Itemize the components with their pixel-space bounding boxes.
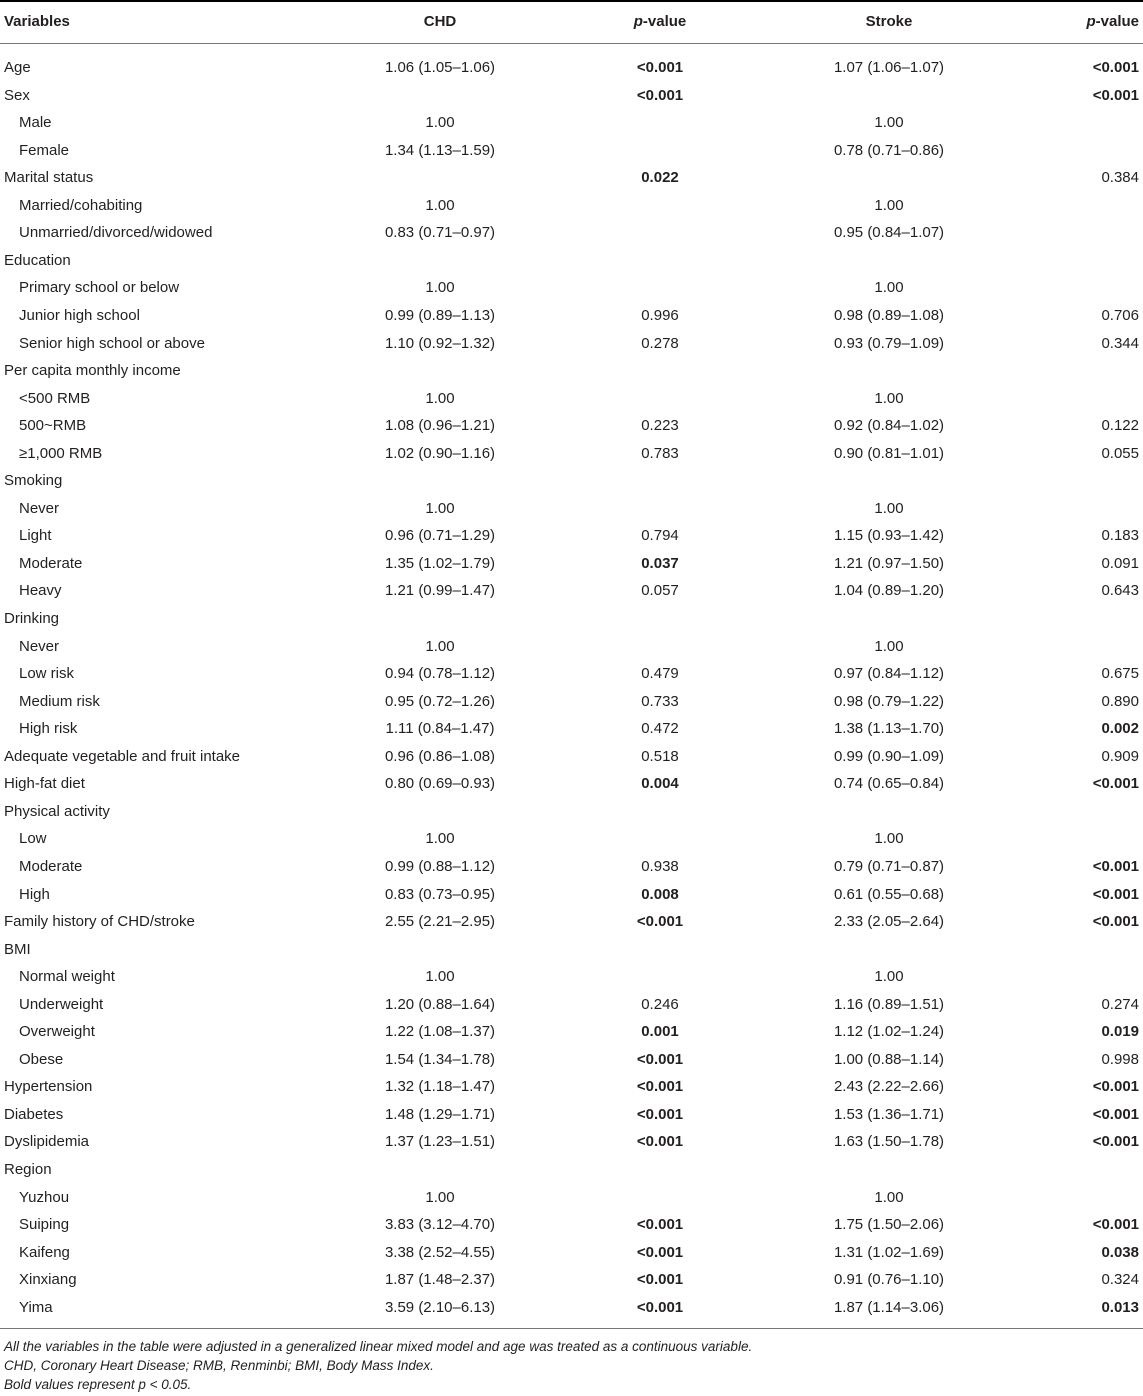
row-stroke-p-value: 0.890 [1101,692,1139,710]
row-chd-or: 1.11 (0.84–1.47) [385,720,495,738]
row-stroke-or: 1.87 (1.14–3.06) [833,1298,945,1316]
row-variable-label: Married/cohabiting [19,196,143,214]
row-variable-label: Yuzhou [19,1188,70,1206]
row-chd-p-value: 0.008 [641,885,679,903]
table-row [0,991,1143,1019]
table-footnotes [4,1337,752,1394]
row-stroke-p-value: 0.384 [1101,169,1139,187]
table-row [0,577,1143,605]
row-stroke-or: 1.75 (1.50–2.06) [833,1216,945,1234]
row-chd-or: 1.87 (1.48–2.37) [384,1271,496,1289]
table-row [0,385,1143,413]
row-chd-or: 3.59 (2.10–6.13) [384,1298,496,1316]
row-stroke-or: 1.00 (0.88–1.14) [833,1050,945,1068]
row-stroke-p-value: 0.909 [1101,747,1139,765]
row-variable-label: Male [19,114,52,132]
row-chd-or: 1.35 (1.02–1.79) [384,554,496,572]
row-stroke-p-value: 0.998 [1101,1050,1139,1068]
row-variable-label: Yima [19,1298,53,1316]
row-chd-p-value: <0.001 [636,1243,684,1261]
row-variable-label: Per capita monthly income [4,362,181,380]
header-stroke: Stroke [865,13,913,30]
table-row [0,550,1143,578]
table-row [0,908,1143,936]
row-variable-label: Region [4,1161,52,1178]
row-chd-or: 0.96 (0.71–1.29) [384,527,496,545]
row-chd-p-value: 0.938 [641,857,679,875]
row-stroke-p-value: <0.001 [1092,857,1139,875]
row-stroke-p-value: <0.001 [1092,775,1139,793]
row-chd-or: 1.00 [425,499,455,517]
row-stroke-or: 1.00 [874,1188,904,1206]
row-chd-p-value: 0.733 [641,692,679,710]
row-variable-label: Moderate [19,857,83,875]
row-variable-label: Medium risk [19,692,100,710]
table-row [0,1184,1143,1212]
table-row [0,137,1143,165]
row-stroke-or: 1.00 [874,499,904,517]
row-stroke-or: 0.78 (0.71–0.86) [833,141,945,159]
row-chd-or: 1.10 (0.92–1.32) [384,334,496,352]
table-row [0,770,1143,798]
table-row [0,1018,1143,1046]
row-stroke-or: 1.38 (1.13–1.70) [833,720,945,738]
row-chd-p-value: <0.001 [636,1050,684,1068]
row-variable-label: Hypertension [4,1078,93,1096]
row-variable-label: High risk [19,720,78,738]
row-stroke-p-value: <0.001 [1092,1105,1139,1123]
table-row [0,1128,1143,1156]
row-chd-or: 1.32 (1.18–1.47) [384,1078,496,1096]
row-variable-label: Suiping [19,1216,70,1234]
table-row [0,1156,1143,1184]
table-row [0,881,1143,909]
row-chd-or: 1.00 [425,830,455,848]
row-stroke-or: 0.74 (0.65–0.84) [833,775,945,793]
table-row [0,963,1143,991]
row-variable-label: Unmarried/divorced/widowed [19,224,213,242]
table-row [0,440,1143,468]
row-chd-or: 0.99 (0.89–1.13) [384,306,496,324]
row-variable-label: Junior high school [19,306,140,324]
row-stroke-or: 0.90 (0.81–1.01) [833,444,945,462]
table-row [0,1046,1143,1074]
row-variable-label: Underweight [19,995,104,1013]
row-chd-or: 3.38 (2.52–4.55) [384,1243,496,1261]
row-variable-label: Diabetes [4,1105,64,1123]
row-variable-label: High-fat diet [4,775,85,793]
row-variable-label: Age [4,59,31,76]
row-stroke-or: 1.53 (1.36–1.71) [833,1105,945,1123]
table-row [0,302,1143,330]
row-variable-label: Senior high school or above [19,334,205,352]
row-variable-label: Physical activity [4,802,110,820]
row-chd-p-value: 0.996 [641,306,679,324]
table-bottom-rule [0,1328,1143,1329]
table-row [0,1211,1143,1239]
row-chd-or: 0.95 (0.72–1.26) [384,692,496,710]
row-stroke-or: 1.00 [874,196,904,214]
row-variable-label: Sex [4,86,30,104]
row-stroke-or: 0.98 (0.79–1.22) [833,692,945,710]
row-chd-p-value: <0.001 [636,913,684,931]
row-chd-or: 0.83 (0.73–0.95) [384,885,496,903]
row-chd-or: 0.83 (0.71–0.97) [384,224,496,242]
row-chd-p-value: 0.794 [641,527,679,545]
row-chd-p-value: 0.472 [641,720,679,738]
row-variable-label: Adequate vegetable and fruit intake [4,747,241,765]
row-chd-p-value: 0.022 [641,169,679,187]
row-stroke-p-value: 0.675 [1101,665,1139,683]
footnote-adjustment: All the variables in the table were adjusted in a generalized linear mixed model and age was treated as a continuous variable. [4,1339,753,1354]
row-variable-label: 500~RMB [19,417,87,435]
row-chd-or: 1.00 [425,279,455,297]
table-row [0,522,1143,550]
table-row [0,192,1143,220]
row-stroke-or: 1.00 [874,114,904,132]
row-stroke-p-value: <0.001 [1092,1133,1139,1151]
row-stroke-p-value: 0.019 [1101,1023,1139,1041]
row-chd-or: 1.22 (1.08–1.37) [384,1023,496,1041]
row-chd-p-value: <0.001 [636,1105,684,1123]
table-row [0,109,1143,137]
row-stroke-or: 0.93 (0.79–1.09) [833,334,945,352]
row-stroke-or: 2.43 (2.22–2.66) [833,1078,945,1096]
row-variable-label: Light [19,527,52,545]
row-variable-label: Never [19,499,60,517]
header-rule [0,43,1143,44]
table-row [0,660,1143,688]
row-stroke-p-value: <0.001 [1092,913,1139,931]
row-stroke-or: 1.00 [874,968,904,986]
table-row [0,605,1143,633]
row-stroke-or: 0.79 (0.71–0.87) [833,857,945,875]
row-stroke-p-value: 0.706 [1101,306,1139,324]
row-stroke-or: 0.61 (0.55–0.68) [833,885,945,903]
row-stroke-or: 1.00 [874,830,904,848]
row-chd-p-value: 0.246 [641,995,679,1013]
row-variable-label: Low risk [19,665,75,683]
row-chd-or: 0.80 (0.69–0.93) [384,775,496,793]
row-stroke-p-value: 0.274 [1101,995,1139,1013]
row-stroke-p-value: <0.001 [1092,59,1139,76]
row-stroke-p-value: <0.001 [1092,1216,1139,1234]
header-variables: Variables [4,13,70,30]
row-stroke-p-value: <0.001 [1092,86,1139,104]
row-stroke-or: 0.97 (0.84–1.12) [833,665,945,683]
row-chd-or: 1.02 (0.90–1.16) [384,444,496,462]
row-chd-or: 0.99 (0.88–1.12) [384,857,496,875]
row-stroke-p-value: <0.001 [1092,1078,1139,1096]
row-stroke-p-value: 0.344 [1101,334,1139,352]
row-chd-or: 1.00 [425,1188,455,1206]
table-row [0,1073,1143,1101]
row-stroke-p-value: 0.013 [1101,1298,1139,1316]
row-stroke-or: 1.00 [874,389,904,407]
row-variable-label: Normal weight [19,968,115,986]
table-row [0,54,1143,82]
row-chd-p-value: 0.223 [641,417,679,435]
row-stroke-p-value: 0.324 [1101,1271,1139,1289]
row-stroke-or: 1.12 (1.02–1.24) [833,1023,945,1041]
row-chd-or: 3.83 (3.12–4.70) [384,1216,496,1234]
row-chd-p-value: 0.479 [641,665,679,683]
table-row [0,1239,1143,1267]
table-row [0,1294,1143,1322]
table-row [0,467,1143,495]
row-chd-p-value: <0.001 [636,1271,684,1289]
row-stroke-p-value: 0.002 [1101,720,1139,738]
row-stroke-or: 0.91 (0.76–1.10) [833,1271,945,1289]
table-row [0,412,1143,440]
row-chd-or: 1.00 [425,196,455,214]
row-stroke-p-value: 0.183 [1101,527,1139,545]
row-variable-label: Family history of CHD/stroke [4,913,195,931]
table-row [0,219,1143,247]
row-chd-or: 1.21 (0.99–1.47) [384,582,496,600]
row-variable-label: Marital status [4,169,94,187]
row-stroke-or: 0.92 (0.84–1.02) [833,417,945,435]
row-chd-or: 1.48 (1.29–1.71) [384,1105,496,1123]
table-row [0,82,1143,110]
table-row [0,247,1143,275]
table-row [0,1101,1143,1129]
row-stroke-p-value: 0.122 [1101,417,1139,435]
row-chd-p-value: <0.001 [636,86,684,104]
row-stroke-p-value: 0.091 [1101,554,1139,572]
row-chd-p-value: <0.001 [636,1078,684,1096]
table-row [0,164,1143,192]
row-chd-or: 0.96 (0.86–1.08) [384,747,496,765]
row-stroke-or: 1.00 [874,279,904,297]
row-chd-or: 2.55 (2.21–2.95) [384,913,496,931]
row-variable-label: Low [19,830,47,848]
row-stroke-or: 2.33 (2.05–2.64) [833,913,945,931]
header-p-value-chd: p-value [633,13,687,30]
row-chd-p-value: 0.037 [641,554,679,572]
row-variable-label: <500 RMB [19,389,91,407]
row-stroke-or: 1.16 (0.89–1.51) [833,995,945,1013]
row-variable-label: Obese [19,1050,64,1068]
table-row [0,715,1143,743]
row-variable-label: BMI [4,940,31,958]
row-stroke-or: 0.98 (0.89–1.08) [833,306,945,324]
row-variable-label: Drinking [4,610,60,627]
table-row [0,330,1143,358]
row-variable-label: Female [19,141,70,159]
table-row [0,274,1143,302]
row-stroke-or: 1.00 [874,637,904,655]
table-row [0,743,1143,771]
row-chd-or: 1.06 (1.05–1.06) [384,59,496,76]
table-row [0,936,1143,964]
row-stroke-or: 1.04 (0.89–1.20) [833,582,945,600]
table-header [0,0,1143,45]
row-variable-label: Moderate [19,554,83,572]
row-chd-p-value: 0.518 [641,747,679,765]
row-stroke-or: 0.99 (0.90–1.09) [833,747,945,765]
header-chd: CHD [423,13,457,30]
row-chd-or: 1.08 (0.96–1.21) [384,417,496,435]
row-chd-or: 0.94 (0.78–1.12) [384,665,496,683]
row-chd-p-value: 0.783 [641,444,679,462]
row-variable-label: Xinxiang [19,1271,77,1289]
table-row [0,633,1143,661]
row-chd-or: 1.34 (1.13–1.59) [384,141,496,159]
row-variable-label: Smoking [4,472,63,490]
row-chd-or: 1.20 (0.88–1.64) [384,995,496,1013]
row-chd-p-value: 0.278 [641,334,679,352]
row-chd-p-value: <0.001 [636,1133,684,1151]
row-variable-label: Kaifeng [19,1243,70,1261]
row-chd-or: 1.54 (1.34–1.78) [384,1050,496,1068]
row-variable-label: Education [4,251,71,269]
row-chd-or: 1.00 [425,114,455,132]
row-chd-or: 1.00 [425,637,455,655]
row-chd-or: 1.00 [425,389,455,407]
row-stroke-or: 1.15 (0.93–1.42) [833,527,945,545]
row-stroke-p-value: <0.001 [1092,885,1139,903]
row-variable-label: High [19,885,50,903]
row-variable-label: Dyslipidemia [4,1133,90,1151]
row-chd-p-value: 0.001 [641,1023,679,1041]
table-row [0,798,1143,826]
table-row [0,688,1143,716]
table-row [0,1266,1143,1294]
row-stroke-p-value: 0.055 [1101,444,1139,462]
row-chd-p-value: <0.001 [636,1216,684,1234]
row-variable-label: ≥1,000 RMB [19,444,103,462]
row-stroke-or: 1.63 (1.50–1.78) [833,1133,945,1151]
table-row [0,357,1143,385]
row-chd-p-value: 0.004 [641,775,679,793]
row-stroke-p-value: 0.643 [1101,582,1139,600]
row-stroke-or: 0.95 (0.84–1.07) [833,224,945,242]
row-stroke-or: 1.31 (1.02–1.69) [833,1243,945,1261]
row-chd-p-value: 0.057 [641,582,679,600]
footnote-abbreviations: CHD, Coronary Heart Disease; RMB, Renminbi; BMI, Body Mass Index. [4,1358,434,1373]
table-row [0,825,1143,853]
row-stroke-or: 1.07 (1.06–1.07) [833,59,945,76]
row-variable-label: Heavy [19,582,62,600]
row-chd-p-value: <0.001 [636,59,684,76]
row-stroke-p-value: 0.038 [1101,1243,1139,1261]
row-chd-p-value: <0.001 [636,1298,684,1316]
header-p-value-stroke: p-value [1086,13,1139,30]
row-stroke-or: 1.21 (0.97–1.50) [833,554,945,572]
row-chd-or: 1.00 [425,968,455,986]
table-row [0,853,1143,881]
row-chd-or: 1.37 (1.23–1.51) [384,1133,496,1151]
row-variable-label: Overweight [19,1023,95,1041]
row-variable-label: Never [19,637,60,655]
row-variable-label: Primary school or below [19,279,180,297]
footnote-bold-values: Bold values represent p < 0.05. [4,1377,192,1392]
table-row [0,495,1143,523]
